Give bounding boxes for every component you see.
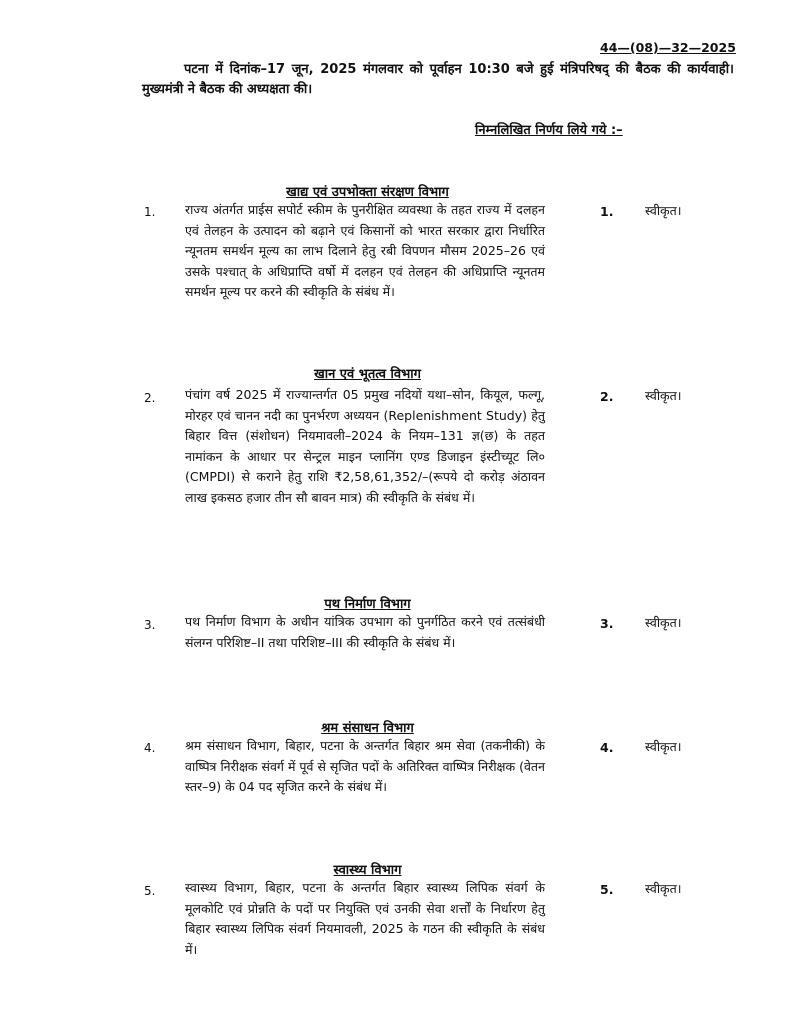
item-description: पथ निर्माण विभाग के अधीन यांत्रिक उपभाग को पुनर्गठित करने एवं तत्संबंधी संलग्न परिशिष्ट–II तथा परिशिष्ट–III की स्वीकृति के संबंध में। bbox=[185, 614, 545, 650]
document-reference-number: 44—(08)—32—2025 bbox=[600, 40, 736, 55]
result-number: 3. bbox=[600, 616, 614, 631]
item-number: 3. bbox=[144, 618, 156, 632]
item-description: राज्य अंतर्गत प्राईस सपोर्ट स्कीम के पुनरीक्षित व्यवस्था के तहत राज्य में दलहन एवं तेलहन के उत्पादन को बढ़ाने एवं किसानों को भारत सरकार द्वारा निर्धारित न्यूनतम समर्थन मूल्य का लाभ दिलाने हेतु रबी विपणन मौसम 2025–26 एवं उसके पश्चात् के अधिप्राप्ति वर्षो में दलहन एवं तेलहन की अधिप्राप्ति न्यूनतम समर्थन मूल्य पर करने की स्वीकृति के संबंध में। bbox=[185, 202, 545, 300]
result-number: 2. bbox=[600, 389, 614, 404]
item-description: पंचांग वर्ष 2025 में राज्यान्तर्गत 05 प्रमुख नदियों यथा–सोन, कियूल, फल्गू, मोरहर एवं चानन नदी का पुनर्भरण अध्ययन (Replenishment Study) हेतु बिहार वित्त (संशोधन) नियमावली–2024 के नियम–131 ज्ञ(छ) के तहत नामांकन के आधार पर सेन्ट्रल माइन प्लानिंग एण्ड डिजाइन इंस्टीच्यूट लि० (CMPDI) से कराने हेतु राशि ₹2,58,61,352/–(रूपये दो करोड़ अंठावन लाख इकसठ हजार तीन सौ बावन मात्र) की स्वीकृति के संबंध में। bbox=[185, 387, 545, 505]
item-number: 5. bbox=[144, 884, 156, 898]
department-heading-labour: श्रम संसाधन विभाग bbox=[321, 721, 414, 736]
item-number: 4. bbox=[144, 741, 156, 755]
result-number: 4. bbox=[600, 740, 614, 755]
department-heading-food: खाद्य एवं उपभोक्ता संरक्षण विभाग bbox=[286, 185, 449, 200]
result-status: स्वीकृत। bbox=[645, 739, 682, 754]
item-description: श्रम संसाधन विभाग, बिहार, पटना के अन्तर्गत बिहार श्रम सेवा (तकनीकी) के वाष्पित्र निरीक्षक संवर्ग में पूर्व से सृजित पदों के अतिरिक्त वाष्पित्र निरीक्षक (वेतन स्तर–9) के 04 पद सृजित करने के संबंध में। bbox=[185, 738, 545, 795]
result-number: 1. bbox=[600, 204, 614, 219]
result-status: स्वीकृत। bbox=[645, 615, 682, 630]
department-heading-health: स्वास्थ्य विभाग bbox=[333, 863, 402, 878]
result-status: स्वीकृत। bbox=[645, 881, 682, 896]
department-heading-road-construction: पथ निर्माण विभाग bbox=[324, 597, 411, 612]
item-description: स्वास्थ्य विभाग, बिहार, पटना के अन्तर्गत बिहार स्वास्थ्य लिपिक संवर्ग के मूलकोटि एवं प्रोन्नति के पदों पर नियुक्ति एवं उनकी सेवा शर्त्तों के निर्धारण हेतु बिहार स्वास्थ्य लिपिक संवर्ग नियमावली, 2025 के गठन की स्वीकृति के संबंध में। bbox=[185, 880, 545, 957]
meeting-intro-paragraph: पटना में दिनांक–17 जून, 2025 मंगलवार को पूर्वाहन 10:30 बजे हुई मंत्रिपरिषद् की बैठक की कार्यवाही। मुख्यमंत्री ने बैठक की अध्यक्षता की। bbox=[142, 62, 734, 97]
result-status: स्वीकृत। bbox=[645, 388, 682, 403]
department-heading-mines: खान एवं भूतत्व विभाग bbox=[314, 367, 421, 382]
decisions-heading: निम्नलिखित निर्णय लिये गये :– bbox=[475, 123, 623, 138]
item-number: 1. bbox=[144, 205, 156, 219]
result-status: स्वीकृत। bbox=[645, 203, 682, 218]
result-number: 5. bbox=[600, 882, 614, 897]
item-number: 2. bbox=[144, 391, 156, 405]
